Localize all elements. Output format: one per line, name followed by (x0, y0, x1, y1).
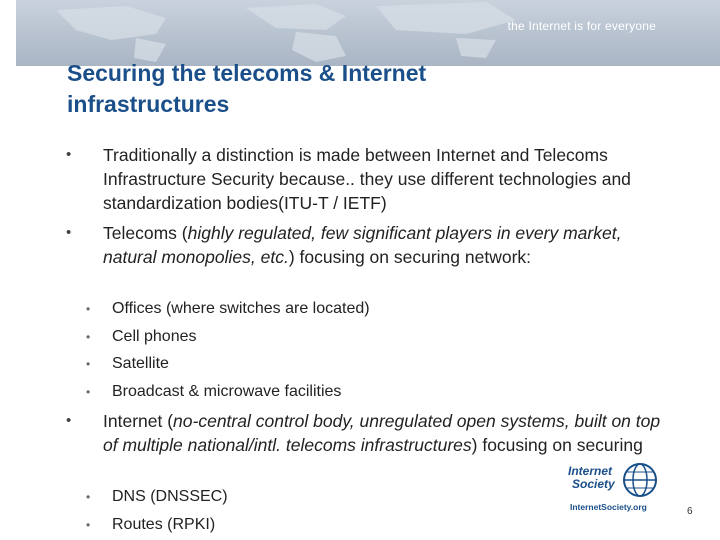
bullet-item (66, 221, 663, 269)
bullet-marker: • (66, 146, 72, 163)
sub-bullet-item (86, 327, 532, 347)
sub-bullet-text: DNS (DNSSEC) (112, 488, 228, 505)
bullet-marker: • (66, 224, 72, 241)
sub-bullet-item (86, 382, 532, 402)
bullet-text-post: ) focusing on securing (471, 435, 643, 455)
sub-bullet-marker: • (86, 302, 91, 316)
bullet-text-emphasis: highly regulated, few significant players in every market, natural monopolies, etc. (103, 223, 622, 267)
sub-bullet-marker: • (86, 490, 91, 504)
logo-line2: Society (572, 477, 615, 491)
bullet-item (66, 143, 663, 215)
bullet-item (66, 409, 663, 457)
tagline: the Internet is for everyone (507, 19, 656, 33)
slide-title (67, 58, 627, 120)
sub-bullet-item (86, 515, 532, 535)
bullet-marker: • (66, 412, 72, 429)
page-number: 6 (687, 506, 693, 517)
bullet-text-emphasis: no-central control body, unregulated open systems, built on top of multiple national/intl. telecoms infrastructures (103, 411, 661, 455)
internet-society-logo (562, 458, 672, 520)
sub-bullet-item (86, 299, 532, 319)
sub-bullet-text: Offices (where switches are located) (112, 300, 370, 317)
sub-bullet-item (86, 487, 532, 507)
sub-bullet-text: Cell phones (112, 328, 197, 345)
globe-icon (620, 460, 660, 500)
logo-url: InternetSociety.org (570, 502, 647, 512)
bullet-text: Traditionally a distinction is made between Internet and Telecoms Infrastructure Security because.. they use different technologies and standardization bodies(ITU-T / IETF) (103, 145, 631, 213)
world-map-graphic (16, 0, 720, 66)
sub-bullet-item (86, 354, 532, 374)
header-banner (16, 0, 720, 66)
bullet-text-pre: Telecoms ( (103, 223, 188, 243)
sub-bullet-text: Broadcast & microwave facilities (112, 383, 342, 400)
sub-bullet-text: Routes (RPKI) (112, 516, 216, 533)
sub-bullet-text: Satellite (112, 355, 169, 372)
sub-bullet-marker: • (86, 357, 91, 371)
sub-bullet-marker: • (86, 385, 91, 399)
slide-title-line1: Securing the telecoms & Internet (67, 60, 427, 86)
bullet-text-post: ) focusing on securing network: (288, 247, 532, 267)
sub-bullet-marker: • (86, 330, 91, 344)
logo-line1: Internet (568, 464, 613, 478)
sub-bullet-marker: • (86, 518, 91, 532)
slide-title-line2: infrastructures (67, 91, 230, 117)
bullet-text-pre: Internet ( (103, 411, 174, 431)
